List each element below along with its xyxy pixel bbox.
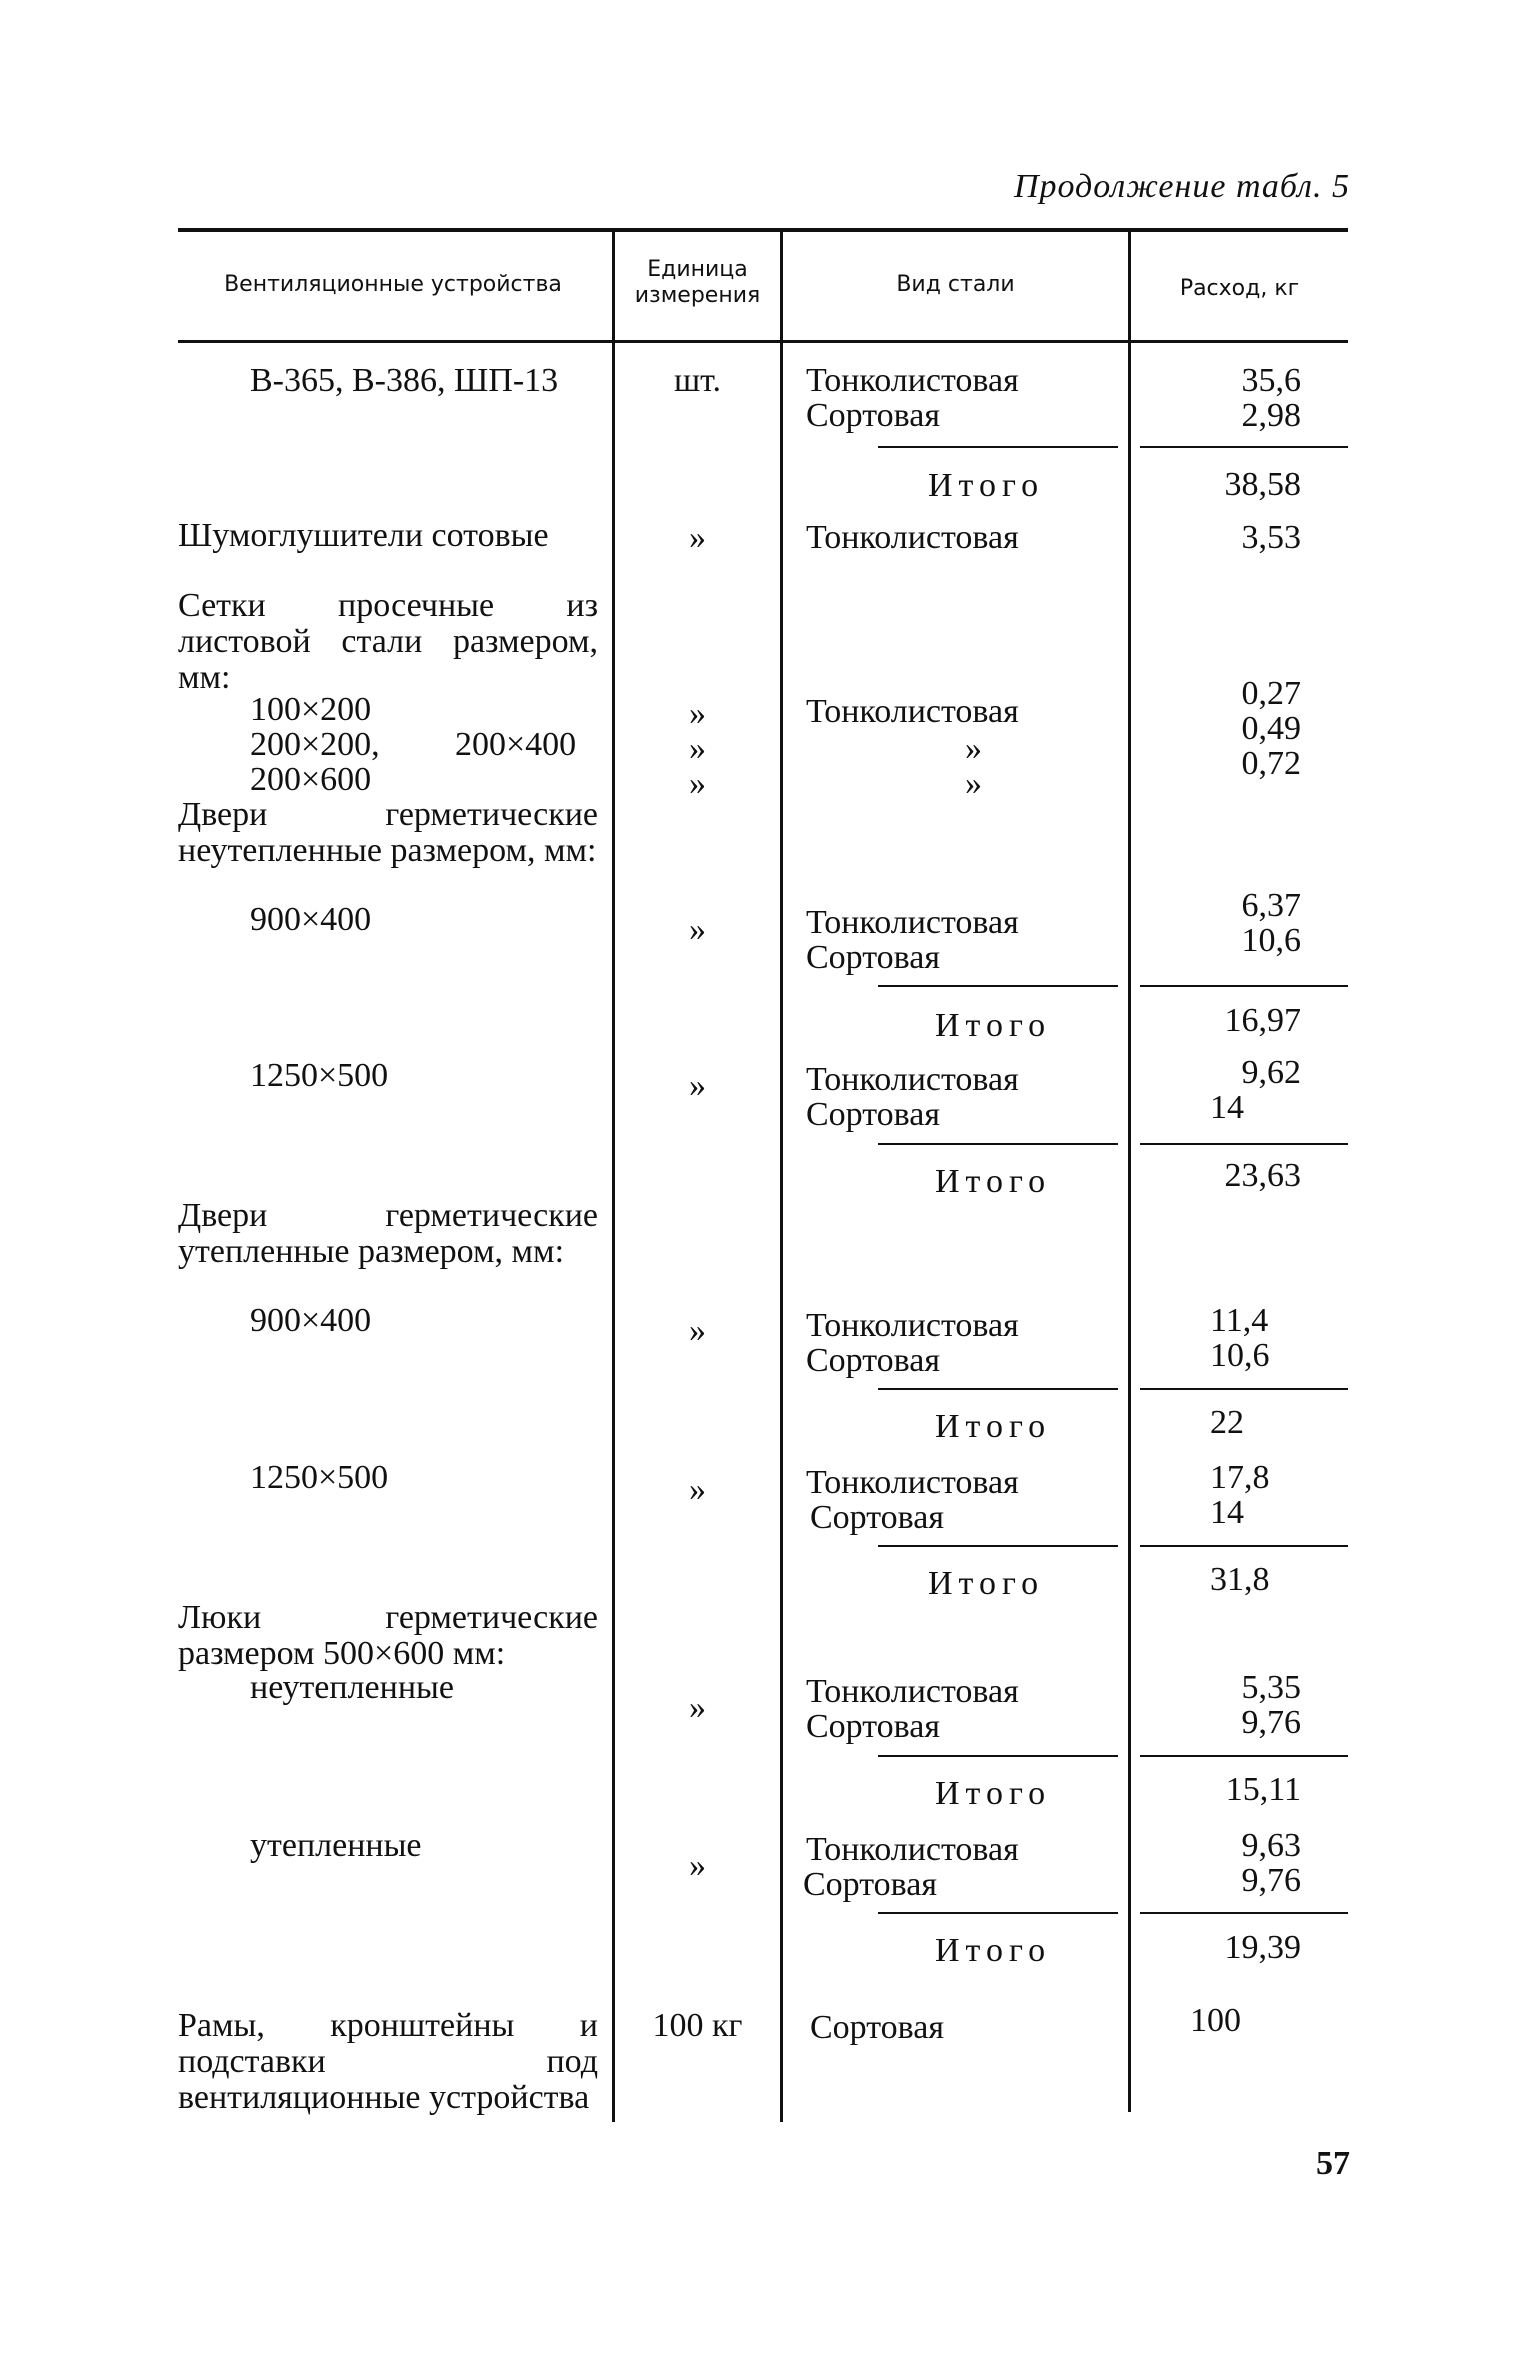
row6-steel-a2: Тонколистовая [806, 1831, 1019, 1868]
row6-subtotal-rule-value-1 [1140, 1755, 1348, 1757]
row4-unit-ditto-2: » [689, 1067, 706, 1104]
row1-value-b: 2,98 [1241, 397, 1301, 434]
row5-steel-b2: Сортовая [810, 1499, 944, 1536]
row3-unit-ditto-2: » [689, 730, 706, 767]
column-divider-1 [612, 232, 615, 2122]
row1-total-value: 38,58 [1224, 466, 1301, 503]
row2-device: Шумоглушители сотовые [178, 517, 549, 554]
row6-subtotal-rule-steel-2 [878, 1912, 1118, 1914]
row3-size-2a: 200×200, [250, 726, 380, 763]
row6-value-b1: 9,76 [1241, 1704, 1301, 1741]
row4-unit-ditto-1: » [689, 911, 706, 948]
row4-total-value-2: 23,63 [1224, 1157, 1301, 1194]
row4-subtotal-rule-value-1 [1140, 985, 1348, 987]
header-bottom-rule [178, 340, 1348, 343]
row6-steel-b2: Сортовая [803, 1866, 937, 1903]
row6-sub-1: неутепленные [250, 1669, 454, 1706]
row4-steel-a1: Тонколистовая [806, 904, 1019, 941]
row1-value-a: 35,6 [1241, 362, 1301, 399]
row5-steel-b1: Сортовая [806, 1342, 940, 1379]
header-device: Вентиляционные устройства [224, 272, 562, 297]
row5-total-value-1: 22 [1210, 1404, 1244, 1441]
row5-total-label-1: Итого [935, 1408, 1052, 1445]
row6-unit-ditto-1: » [689, 1689, 706, 1726]
row2-steel: Тонколистовая [806, 519, 1019, 556]
row5-steel-a1: Тонколистовая [806, 1307, 1019, 1344]
row3-size-1: 100×200 [250, 691, 372, 728]
row4-value-a2: 9,62 [1241, 1054, 1301, 1091]
row7-steel: Сортовая [810, 2009, 944, 2046]
row2-unit-ditto: » [689, 519, 706, 556]
row5-value-a1: 11,4 [1210, 1302, 1269, 1339]
row5-size-1: 900×400 [250, 1302, 372, 1339]
row3-value-2: 0,49 [1241, 710, 1301, 747]
row6-value-a2: 9,63 [1241, 1827, 1301, 1864]
row1-steel-a: Тонколистовая [806, 362, 1019, 399]
row3-value-3: 0,72 [1241, 745, 1301, 782]
row6-total-label-1: Итого [935, 1775, 1052, 1812]
row1-device: В-365, В-386, ШП-13 [250, 362, 559, 399]
row1-total-label: Итого [928, 467, 1045, 504]
row5-total-label-2: Итого [928, 1565, 1045, 1602]
row5-value-a2: 17,8 [1210, 1459, 1270, 1496]
row4-size-1: 900×400 [250, 901, 372, 938]
table-continuation-caption: Продолжение табл. 5 [1013, 168, 1350, 205]
row3-value-1: 0,27 [1241, 675, 1301, 712]
row5-unit-ditto-1: » [689, 1312, 706, 1349]
row1-steel-b: Сортовая [806, 397, 940, 434]
row6-subtotal-rule-value-2 [1140, 1912, 1348, 1914]
row2-value: 3,53 [1241, 519, 1301, 556]
row4-steel-b1: Сортовая [806, 939, 940, 976]
row4-total-label-1: Итого [935, 1007, 1052, 1044]
row6-total-value-2: 19,39 [1224, 1929, 1301, 1966]
column-divider-2 [780, 232, 783, 2122]
row3-steel-ditto-2: » [965, 730, 982, 767]
row6-sub-2: утепленные [250, 1827, 422, 1864]
row6-steel-a1: Тонколистовая [806, 1673, 1019, 1710]
row6-total-value-1: 15,11 [1225, 1771, 1301, 1808]
row3-size-2b: 200×400 [455, 726, 577, 763]
row5-value-b2: 14 [1210, 1494, 1244, 1531]
row4-value-a1: 6,37 [1241, 887, 1301, 924]
row6-device: Люки герметические размером 500×600 мм: [178, 1599, 598, 1672]
row3-size-3: 200×600 [250, 761, 372, 798]
table-top-rule [178, 228, 1348, 232]
row5-value-b1: 10,6 [1210, 1337, 1270, 1374]
row6-value-b2: 9,76 [1241, 1862, 1301, 1899]
row3-device: Сетки просечные из листовой стали размером, мм: [178, 587, 598, 696]
row4-steel-a2: Тонколистовая [806, 1061, 1019, 1098]
row5-device: Двери герметические утепленные размером, мм: [178, 1197, 598, 1270]
row3-steel: Тонколистовая [806, 693, 1019, 730]
row4-subtotal-rule-value-2 [1140, 1143, 1348, 1145]
row5-total-value-2: 31,8 [1210, 1561, 1270, 1598]
row4-total-value-1: 16,97 [1224, 1002, 1301, 1039]
page-number: 57 [1316, 2145, 1350, 2182]
row4-steel-b2: Сортовая [806, 1096, 940, 1133]
row5-subtotal-rule-steel-2 [878, 1545, 1118, 1547]
row5-steel-a2: Тонколистовая [806, 1464, 1019, 1501]
row7-value: 100 [1190, 2002, 1241, 2039]
row4-size-2: 1250×500 [250, 1057, 389, 1094]
row5-unit-ditto-2: » [689, 1471, 706, 1508]
row5-subtotal-rule-value-2 [1140, 1545, 1348, 1547]
row7-unit: 100 кг [652, 2007, 743, 2044]
row5-subtotal-rule-value-1 [1140, 1388, 1348, 1390]
row3-steel-ditto-3: » [965, 765, 982, 802]
row4-total-label-2: Итого [935, 1163, 1052, 1200]
row1-unit: шт. [674, 362, 721, 399]
row1-subtotal-rule-steel [878, 446, 1118, 448]
row4-value-b2: 14 [1210, 1089, 1244, 1126]
row1-subtotal-rule-value [1140, 446, 1348, 448]
row6-value-a1: 5,35 [1241, 1669, 1301, 1706]
header-unit-line2: измерения [634, 283, 761, 308]
header-unit-line1: Единица [647, 257, 748, 282]
row4-value-b1: 10,6 [1241, 922, 1301, 959]
row4-device: Двери герметические неутепленные размером, мм: [178, 796, 598, 869]
row6-steel-b1: Сортовая [806, 1708, 940, 1745]
header-consumption: Расход, кг [1179, 276, 1300, 301]
row6-unit-ditto-2: » [689, 1847, 706, 1884]
row4-subtotal-rule-steel-2 [878, 1143, 1118, 1145]
row6-subtotal-rule-steel-1 [878, 1755, 1118, 1757]
row4-subtotal-rule-steel-1 [878, 985, 1118, 987]
row7-device: Рамы, кронштейны и подставки под вентиляционные устройства [178, 2007, 598, 2116]
row3-unit-ditto-1: » [689, 695, 706, 732]
header-steel: Вид стали [896, 272, 1015, 297]
row3-unit-ditto-3: » [689, 765, 706, 802]
row5-size-2: 1250×500 [250, 1459, 389, 1496]
row6-total-label-2: Итого [935, 1932, 1052, 1969]
row5-subtotal-rule-steel-1 [878, 1388, 1118, 1390]
